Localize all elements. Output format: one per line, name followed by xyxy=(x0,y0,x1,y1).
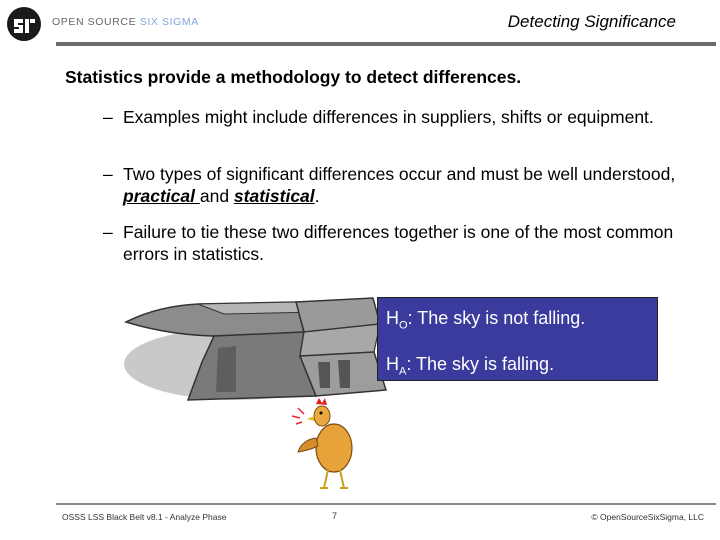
term-statistical: statistical xyxy=(233,186,315,206)
bullet-item xyxy=(103,106,693,128)
brand-name xyxy=(52,16,199,28)
null-hypothesis-text: : The sky is not falling. xyxy=(407,308,586,328)
bullet-text: Failure to tie these two differences together is one of the most common errors in statistics. xyxy=(123,222,674,264)
brand-accent: SIX SIGMA xyxy=(139,16,199,28)
bullet-dash: – xyxy=(103,222,113,242)
brand-prefix: OPEN SOURCE xyxy=(52,16,140,28)
bullet-item xyxy=(103,221,693,265)
page-number: 7 xyxy=(332,511,338,521)
bullet-text-post: . xyxy=(314,186,320,206)
term-practical: practical xyxy=(123,186,200,206)
main-point: Statistics provide a methodology to detect differences. xyxy=(65,67,522,87)
page-title: Detecting Significance xyxy=(507,12,676,31)
alternative-hypothesis-text: : The sky is falling. xyxy=(406,354,555,374)
chicken-image xyxy=(288,394,368,494)
hypothesis-box xyxy=(377,297,658,381)
footer-divider xyxy=(56,503,716,505)
bullet-dash: – xyxy=(103,107,113,127)
bullet-text-pre: Two types of significant differences occur and must be well understood, xyxy=(123,164,676,184)
header-divider xyxy=(56,42,716,46)
alternative-hypothesis-sub: A xyxy=(399,365,407,378)
bullet-item xyxy=(103,163,693,207)
alternative-hypothesis-letter: H xyxy=(386,354,399,374)
footer-course: OSSS LSS Black Belt v8.1 - Analyze Phase xyxy=(62,512,227,522)
null-hypothesis xyxy=(386,308,585,332)
null-hypothesis-letter: H xyxy=(386,308,399,328)
anvil-image xyxy=(118,292,388,408)
null-hypothesis-sub: O xyxy=(399,319,408,332)
bullet-text xyxy=(123,163,693,207)
footer-copyright: © OpenSourceSixSigma, LLC xyxy=(591,512,704,522)
alternative-hypothesis xyxy=(386,354,554,378)
logo-icon xyxy=(6,6,42,42)
bullet-text: Examples might include differences in suppliers, shifts or equipment. xyxy=(123,107,654,127)
bullet-dash: – xyxy=(103,164,113,184)
bullet-text-mid: and xyxy=(199,186,234,206)
